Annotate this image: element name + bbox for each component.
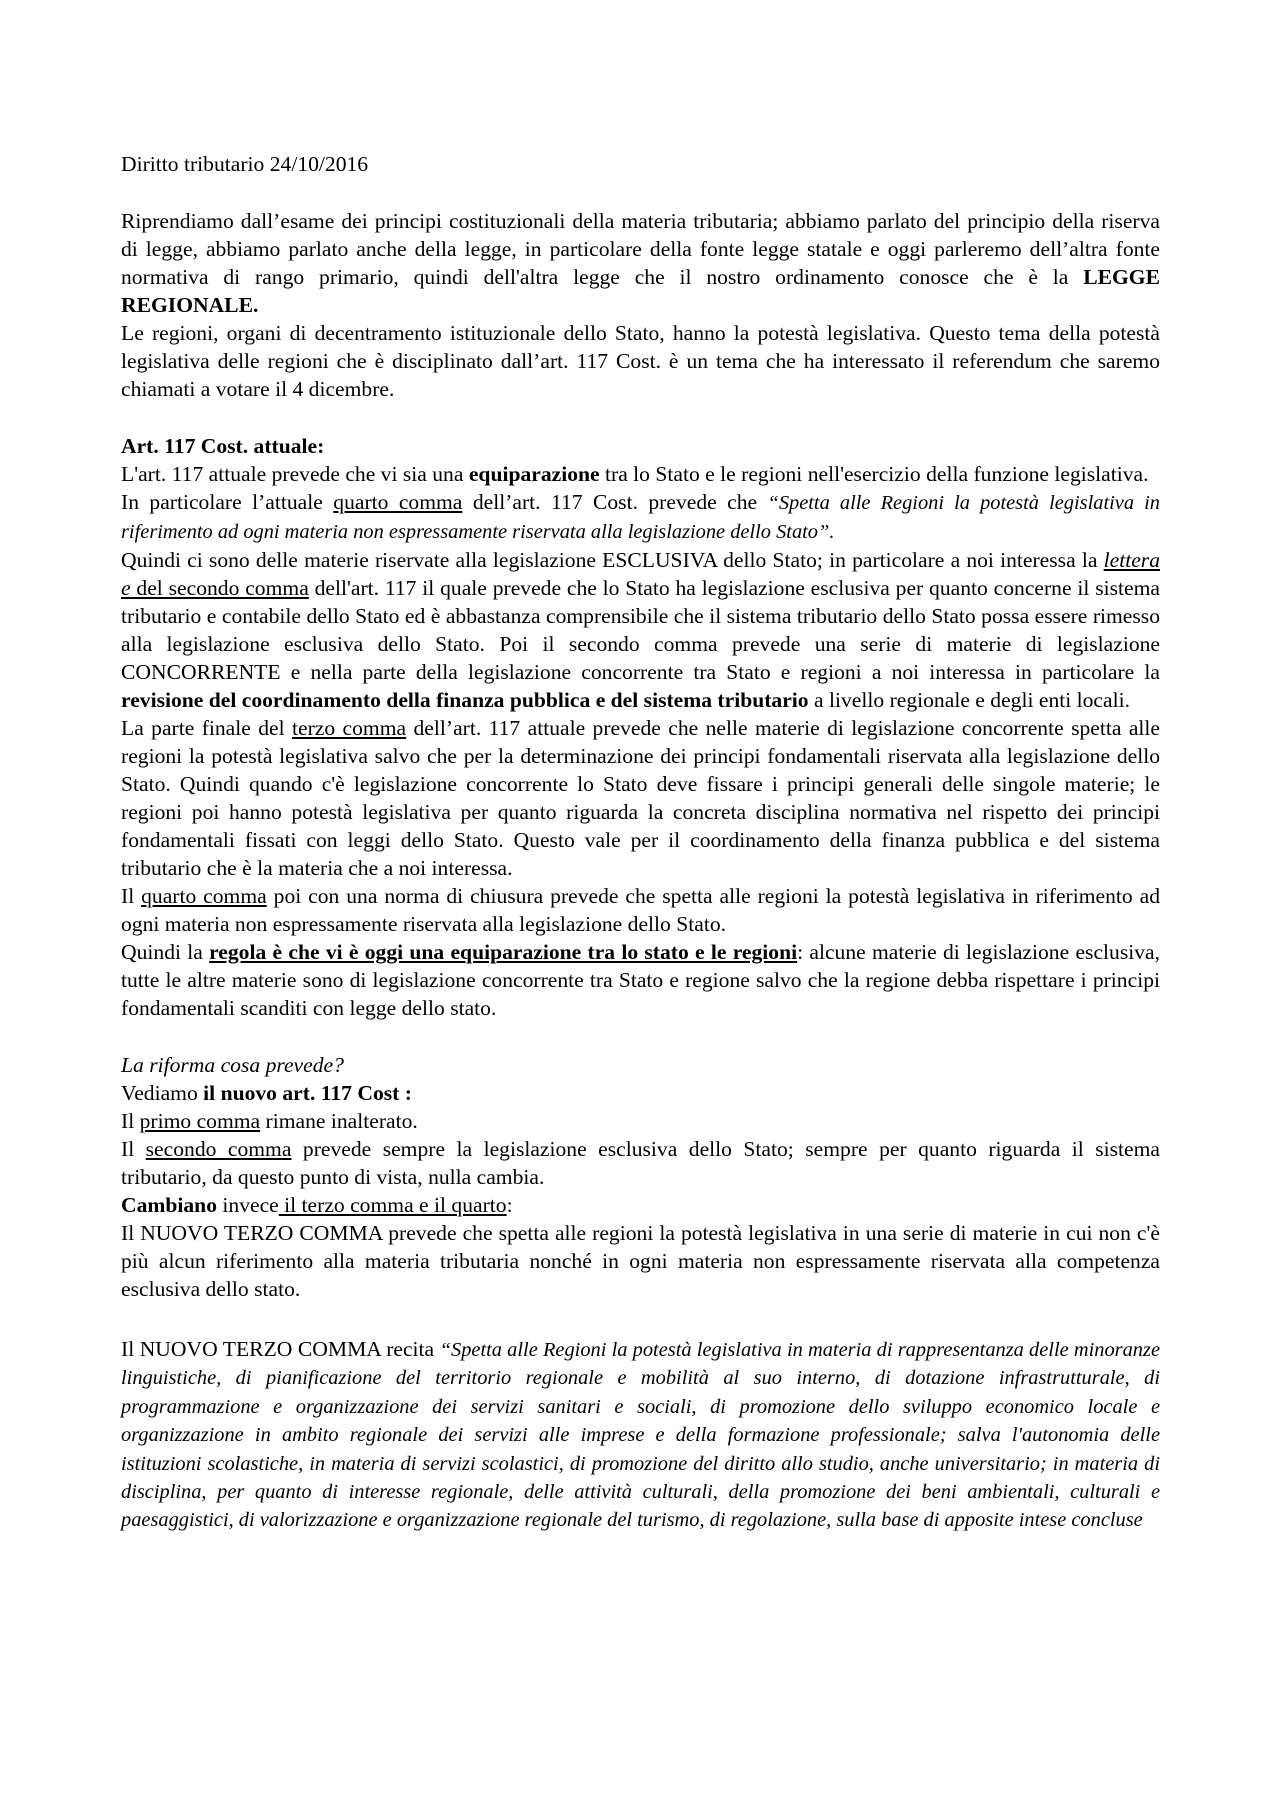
text-run: rimane inalterato. — [260, 1109, 418, 1133]
reform-line-3 — [121, 1135, 1160, 1191]
text-run: L'art. 117 attuale prevede che vi sia una — [121, 462, 469, 486]
text-run: In particolare l’attuale — [121, 490, 334, 514]
underlined-term: il terzo comma e il quarto — [278, 1193, 507, 1217]
italic-text: lettera e — [121, 548, 1160, 600]
italic-quote: “Spetta alle Regioni la potestà legislativa in riferimento ad ogni materia non espressamente riservata alla legislazione dello Stato”. — [121, 492, 1160, 543]
text-run: : alcune materie di legislazione esclusiva, tutte le altre materie sono di legislazione concorrente tra Stato e regione salvo che la regione debba rispettare i principi fondamentali scanditi con legge dello stato. — [121, 940, 1161, 1020]
intro-paragraph-2: Le regioni, organi di decentramento istituzionale dello Stato, hanno la potestà legislativa. Questo tema della potestà legislativa delle regioni che è disciplinato dall’art. 117 Cost. è un tema che ha interessato il referendum che saremo chiamati a votare il 4 dicembre. — [121, 321, 1160, 401]
bold-term: revisione del coordinamento della finanza pubblica e del sistema tributario — [121, 688, 809, 712]
art-current-paragraph-4 — [121, 714, 1160, 882]
text-run: Il — [121, 1109, 140, 1133]
text-run: del secondo comma — [130, 576, 309, 600]
text-run: a livello regionale e degli enti locali. — [808, 688, 1130, 712]
heading-text: Art. 117 Cost. attuale: — [121, 434, 325, 458]
reform-line-2 — [121, 1107, 1160, 1135]
bold-underlined-term — [209, 940, 797, 964]
reform-line-1 — [121, 1079, 1160, 1107]
text-run: : — [506, 1193, 513, 1217]
text-run: dell’art. 117 attuale prevede che nelle materie di legislazione concorrente spetta alle regioni la potestà legislativa salvo che per la determinazione dei principi fondamentali riservata alla legislazione dello Stato. Quindi quando c'è legislazione concorrente lo Stato deve fissare i principi generali delle singole materie; le regioni poi hanno potestà legislativa per quanto riguarda la concreta disciplina normativa nel rispetto dei principi fondamentali fissati con leggi dello Stato. Questo vale per il coordinamento della finanza pubblica e del sistema tributario che è la materia che a noi interessa. — [121, 716, 1160, 880]
text-run: dell’art. 117 Cost. prevede che — [462, 490, 768, 514]
art-current-paragraph-1 — [121, 460, 1160, 488]
underlined-term: primo comma — [139, 1109, 261, 1133]
art-current-paragraph-6 — [121, 938, 1160, 1022]
text-run: Il NUOVO TERZO COMMA recita — [121, 1337, 440, 1361]
section-heading-art117-current — [121, 432, 1160, 460]
reform-question: La riforma cosa prevede? — [121, 1053, 344, 1077]
text-run: Vediamo — [121, 1081, 204, 1105]
text-run: poi con una norma di chiusura prevede che spetta alle regioni la potestà legislativa in riferimento ad ogni materia non espressamente riservata alla legislazione dello Stato. — [121, 884, 1161, 936]
reform-line-6 — [121, 1335, 1160, 1534]
intro-paragraph-1 — [121, 207, 1160, 319]
text-run: Riprendiamo dall’esame dei principi costituzionali della materia tributaria; abbiamo parlato del principio della riserva di legge, abbiamo parlato anche della legge, in particolare della fonte legge statale e oggi parleremo dell’altra fonte normativa di rango primario, quindi dell'altra legge che il nostro ordinamento conosce che è la — [121, 209, 1160, 289]
bold-term: equiparazione — [468, 462, 600, 486]
text-run: Il — [121, 884, 142, 908]
text-run: invece — [217, 1193, 279, 1217]
underlined-term: quarto comma — [141, 884, 267, 908]
reform-line-4 — [121, 1191, 1160, 1219]
text-run: Quindi ci sono delle materie riservate alla legislazione ESCLUSIVA dello Stato; in particolare a noi interessa la — [121, 548, 1104, 572]
underlined-term: regola è che vi è oggi una equiparazione tra lo stato e le regioni — [209, 940, 798, 964]
text-run: dell'art. 117 il quale prevede che lo Stato ha legislazione esclusiva per quanto concerne il sistema tributario e contabile dello Stato ed è abbastanza comprensibile che il sistema tributario dello Stato possa essere rimesso alla legislazione esclusiva dello Stato. Poi il secondo comma prevede una serie di materie di legislazione CONCORRENTE e nella parte della legislazione concorrente tra Stato e regioni a noi interessa in particolare la — [121, 576, 1160, 684]
reform-line-5: Il NUOVO TERZO COMMA prevede che spetta alle regioni la potestà legislativa in una serie di materie in cui non c'è più alcun riferimento alla materia tributaria nonché in ogni materia non espressamente riservata alla competenza esclusiva dello stato. — [121, 1221, 1160, 1301]
text-run: La parte finale del — [121, 716, 293, 740]
underlined-term: secondo comma — [145, 1137, 292, 1161]
italic-quote: “Spetta alle Regioni la potestà legislativa in materia di rappresentanza delle minoranze linguistiche, di pianificazione del territorio regionale e mobilità al suo interno, di dotazione infrastrutturale, di programmazione e organizzazione dei servizi sanitari e sociali, di promozione dello sviluppo economico locale e organizzazione in ambito regionale dei servizi alle imprese e della formazione professionale; salva l'autonomia delle istituzioni scolastiche, in materia di servizi scolastici, di promozione del diritto allo studio, anche universitario; in materia di disciplina, per quanto di interesse regionale, delle attività culturali, della promozione dei beni ambientali, culturali e paesaggistici, di valorizzazione e organizzazione regionale del turismo, di regolazione, sulla base di apposite intese concluse — [121, 1339, 1160, 1532]
art-current-paragraph-5 — [121, 882, 1160, 938]
document-title: Diritto tributario 24/10/2016 — [121, 152, 369, 176]
bold-term: il nuovo art. 117 Cost : — [203, 1081, 412, 1105]
text-run: tra lo Stato e le regioni nell'esercizio della funzione legislativa. — [599, 462, 1149, 486]
text-run: prevede sempre la legislazione esclusiva dello Stato; sempre per quanto riguarda il sistema tributario, da questo punto di vista, nulla cambia. — [121, 1137, 1160, 1189]
bold-term: LEGGE REGIONALE. — [121, 265, 1160, 317]
art-current-paragraph-2 — [121, 488, 1160, 546]
underlined-term: quarto comma — [333, 490, 463, 514]
underlined-term: terzo comma — [292, 716, 407, 740]
art-current-paragraph-3 — [121, 546, 1160, 714]
bold-term: Cambiano — [121, 1193, 217, 1217]
text-run: Il — [121, 1137, 146, 1161]
text-run: Quindi la — [121, 940, 210, 964]
